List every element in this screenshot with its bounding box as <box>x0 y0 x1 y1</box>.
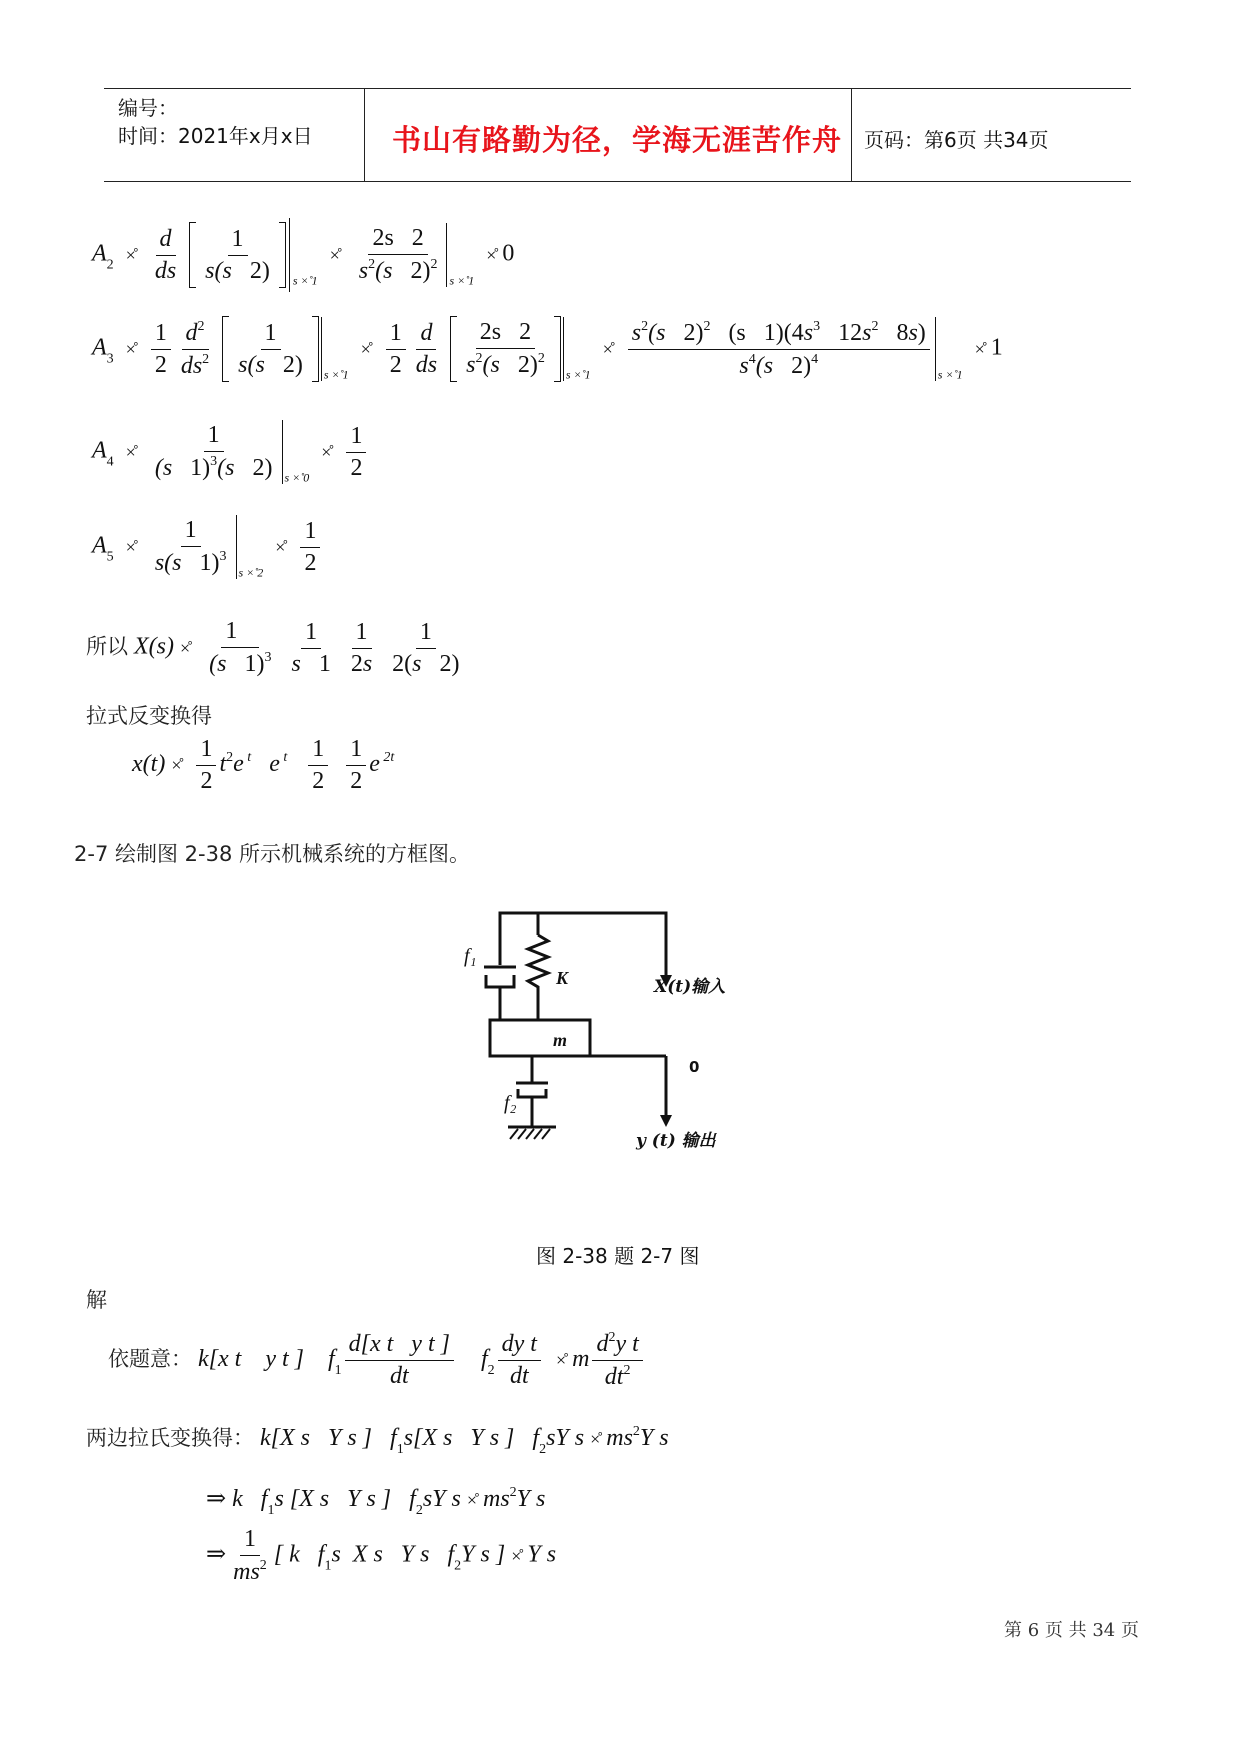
header-motto: 书山有路勤为径，学海无涯苦作舟 <box>392 123 843 157</box>
zero-label: 0 <box>689 1058 700 1076</box>
mass-label: m <box>553 1030 568 1050</box>
problem-2-7: 2-7 绘制图 2-38 所示机械系统的方框图。 <box>74 842 470 866</box>
equation-implies-1: ⇒ k $f_1s$ [X s Y s ] $f_2sY$ s ×̊ $ms^2Y$ s <box>206 1485 546 1518</box>
equation-implies-2: ⇒ $\frac{1}{ms^2}$ [ k $f_1s$ X s Y s $f_2Y$ s ] ×̊ Y s <box>206 1526 557 1585</box>
spring-k-label: K <box>556 968 569 988</box>
damper-f2-label: f₂ <box>504 1092 517 1114</box>
footer-page-number: 第 6 页 共 34 页 <box>1004 1620 1139 1641</box>
page-code: 页码：第6页 共34页 <box>864 128 1049 152</box>
equation-a5: $A_5$ ×̊ $\frac{1}{s(s 1)^3}$ $_{s \times̊ 2}$ ×̊ $\frac{1}{2}$ <box>92 515 323 581</box>
mechanical-system-figure <box>470 895 740 1165</box>
equation-a3: $A_3$ ×̊ $\frac{1}{2}$ $\frac{d^2}{ds^2}$ $\frac{1}{s(s 2)}$ $_{s \times̊ 1}$ ×̊ $\frac{1}{2}$ $\frac{d}{ds}$ $\frac{2s 2}{s^2(s 2)^2}$ $_{s \times̊ 1}$ ×̊ $\frac{s^2(s 2)^2 (s 1)(4s^3 12s^2 8s)}{s^4(s 2)^4}$ $_{s \times̊ 1}$ ×̊ 1 <box>92 316 1003 383</box>
doc-time-label: 时间：2021年x月x日 <box>118 124 313 148</box>
figure-caption: 图 2-38 题 2-7 图 <box>536 1244 700 1268</box>
output-label: y (t) 输出 <box>636 1131 716 1151</box>
input-label: X(t)输入 <box>654 977 726 997</box>
equation-xt: x(t) ×̊ $\frac{1}{2}$ $t^2e$ $^t$ e $^t$ $\frac{1}{2}$ $\frac{1}{2}$ e $^{2t}$ <box>132 736 395 794</box>
equation-per-problem: 依题意： k[x t y t ] $f_1$ $\frac{\text{d[x t y t ]}}{dt}$ $f_2$ $\frac{\text{dy t}}{dt}$ ×̊ m $\frac{d^2y t}{dt^2}$ <box>108 1330 646 1391</box>
laplace-inverse-label: 拉式反变换得 <box>86 704 212 728</box>
equation-both-sides: 两边拉氏变换得： k[X s Y s ] $f_1s[X$ s Y s ] $f_2sY$ s ×̊ $ms^2Y$ s <box>86 1424 669 1457</box>
doc-number-label: 编号： <box>118 96 178 120</box>
damper-f1-label: f₁ <box>464 945 477 967</box>
solution-label: 解 <box>86 1288 107 1312</box>
equation-a2: $A_2$ ×̊ $\frac{d}{ds}$ $\frac{1}{s(s 2)}$ $_{s \times̊ 1}$ ×̊ $\frac{2s 2}{s^2(s 2)^2}$ $_{s \times̊ 1}$ ×̊ 0 <box>92 218 514 292</box>
equation-a4: $A_4$ ×̊ $\frac{1}{(s 1)^3(s 2)}$ $_{s \times̊ 0}$ ×̊ $\frac{1}{2}$ <box>92 420 369 486</box>
equation-xs: 所以 X(s) ×̊ $\frac{1}{(s 1)^3}$ $\frac{1}{s 1}$ $\frac{1}{2s}$ $\frac{1}{2(s 2)}$ <box>86 618 460 677</box>
